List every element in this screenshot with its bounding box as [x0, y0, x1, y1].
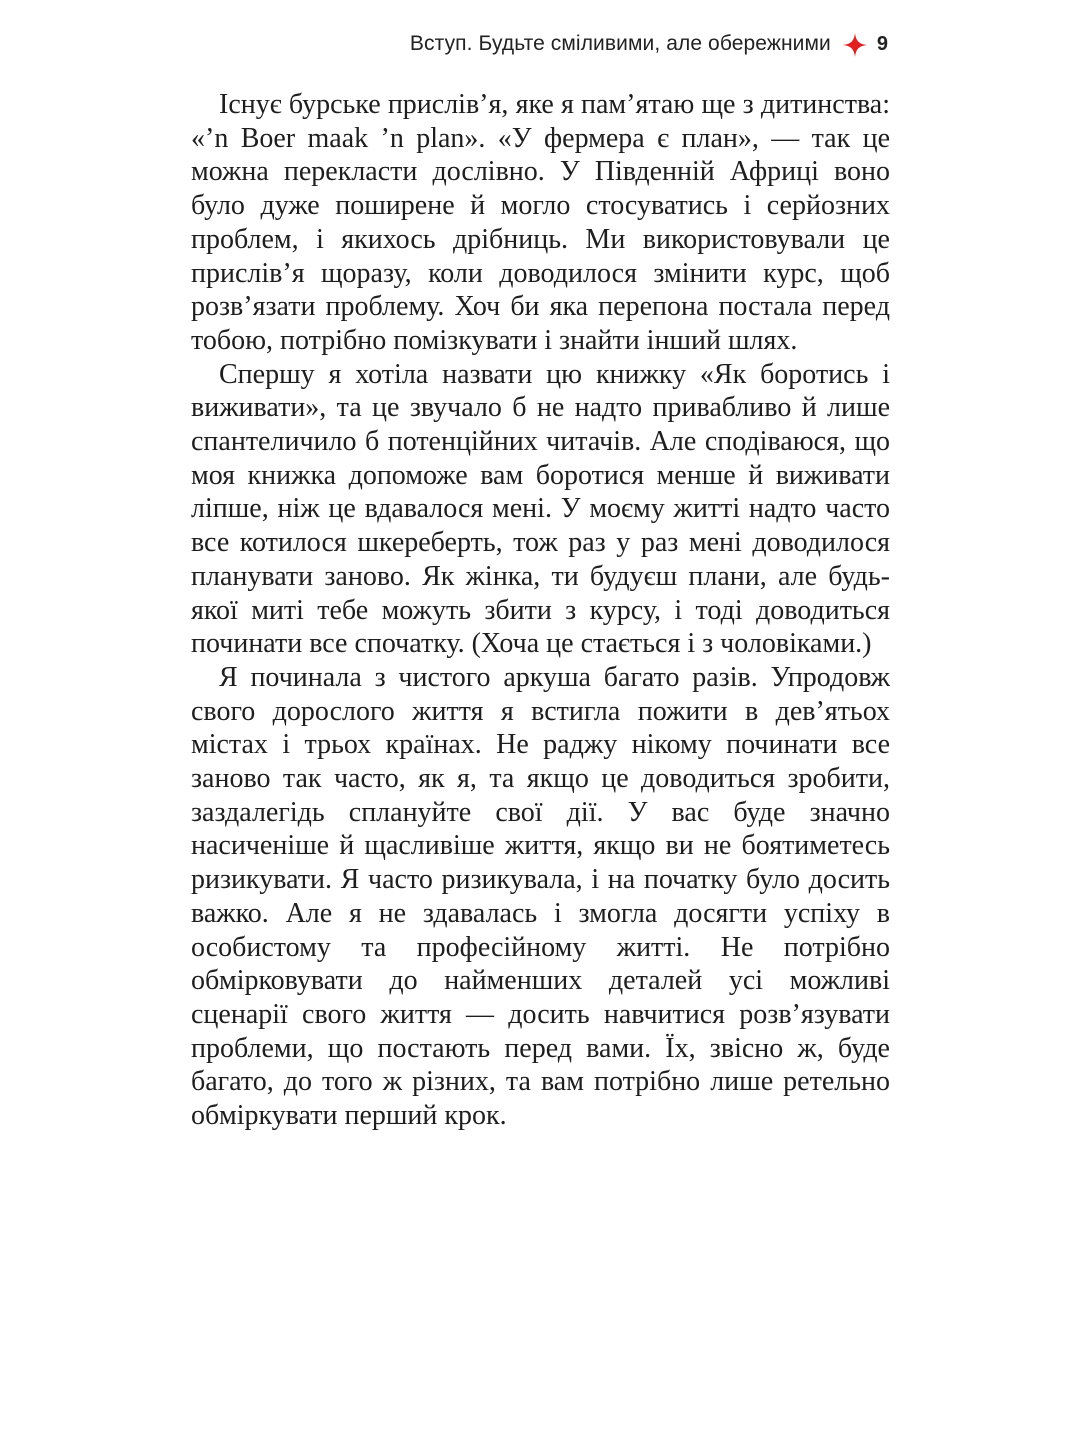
- body-text: [191, 88, 890, 1133]
- star-ornament-icon: [843, 33, 867, 57]
- running-header: [410, 32, 888, 56]
- paragraph: Існує бурське прислів’я, яке я пам’ятаю ще з дитинства: «’n Boer maak ’n plan». «У фермера є план», — так це можна перекласти дослівно. У Південній Африці воно було дуже поширене й могло стосуватись і серйозних проблем, і якихось дрібниць. Ми використовували це прислів’я щоразу, коли доводилося змінити курс, щоб розв’язати проблему. Хоч би яка перепона постала перед тобою, потрібно помізкувати і знайти інший шлях.: [191, 89, 890, 356]
- paragraph: Спершу я хотіла назвати цю книжку «Як боротись і виживати», та це звучало б не надто привабливо й лише спантеличило б потенційних читачів. Але сподіваюся, що моя книжка допоможе вам боротися менше й виживати ліпше, ніж це вдавалося мені. У моєму житті надто часто все котилося шкереберть, тож раз у раз мені доводилося планувати заново. Як жінка, ти будуєш плани, але будь-якої миті тебе можуть збити з курсу, і тоді доводиться починати все спочатку. (Хоча це стається і з чоловіками.): [191, 358, 890, 660]
- paragraph: Я починала з чистого аркуша багато разів. Упродовж свого дорослого життя я встигла пожити в дев’ятьох містах і трьох країнах. Не раджу нікому починати все заново так часто, як я, та якщо це доводиться зробити, заздалегідь сплануйте свої дії. У вас буде значно насиченіше й щасливіше життя, якщо ви не боятиметесь ризикувати. Я часто ризикувала, і на початку було досить важко. Але я не здавалась і змогла досягти успіху в особистому та професійному житті. Не потрібно обмірковувати до найменших деталей усі можливі сценарії свого життя — досить навчитися розв’язувати проблеми, що постають перед вами. Їх, звісно ж, буде багато, до того ж різних, та вам потрібно лише ретельно обміркувати перший крок.: [191, 661, 890, 1132]
- chapter-title: Вступ. Будьте сміливими, але обережними: [409, 32, 831, 55]
- page-number: 9: [876, 32, 888, 55]
